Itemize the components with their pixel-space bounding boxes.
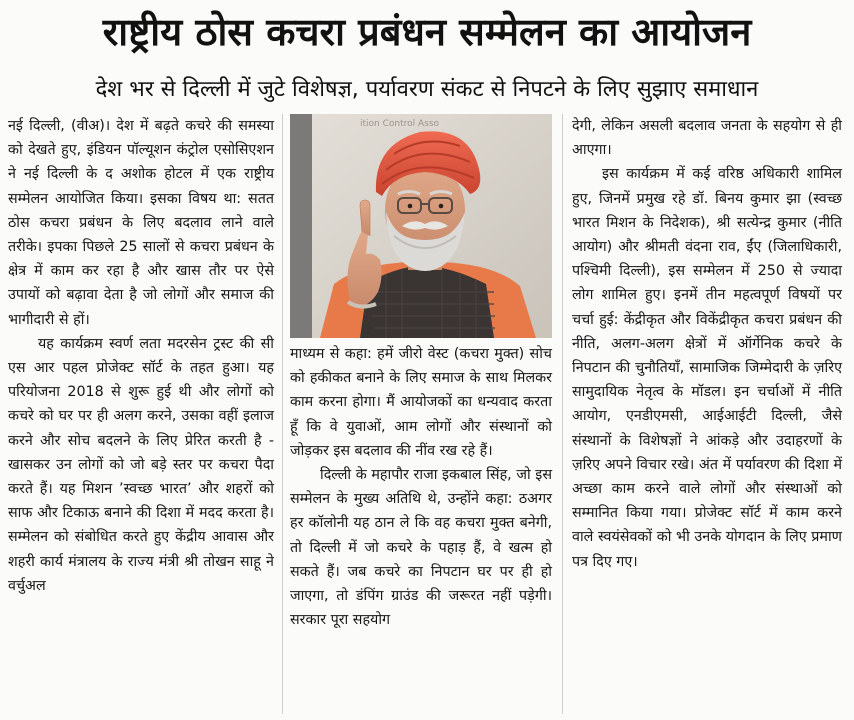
paragraph: इस कार्यक्रम में कई वरिष्ठ अधिकारी शामिल हुए, जिनमें प्रमुख रहे डॉ. बिनय कुमार झा (स्वच्छ भारत मिशन के निदेशक), श्री सत्येन्द्र कुमार (नीति आयोग) और श्रीमती वंदना राव, ईंए (जिलाधिकारी, पश्चिमी दिल्ली), इस सम्मेलन में 250 से ज्यादा लोग शामिल हुए। इनमें तीन महत्वपूर्ण विषयों पर चर्चा हुई: केंद्रीकृत और विकेंद्रीकृत कचरा प्रबंधन की नीति, अलग-अलग क्षेत्रों में ऑर्गेनिक कचरे के निपटान की चुनौतियाँ, सामाजिक जिम्मेदारी के ज़रिए सामुदायिक नेतृत्व के मॉडल। इन चर्चाओं में नीति आयोग, एनडीएमसी, आईआईटी दिल्ली, जैसे संस्थानों के विशेषज्ञों ने आंकड़े और उदाहरणों के ज़रिए अपने विचार रखे। अंत में पर्यावरण की दिशा में अच्छा काम करने वाले लोगों और संस्थाओं को सम्मानित किया गया। प्रोजेक्ट सॉर्ट में काम करने वाले स्वयंसेवकों को भी उनके योगदान के लिए प्रमाण पत्र दिए गए।: [572, 166, 842, 570]
paragraph: देगी, लेकिन असली बदलाव जनता के सहयोग से ही आएगा।: [572, 118, 842, 159]
paragraph: यह कार्यक्रम स्वर्ण लता मदरसेन ट्रस्ट की सी एस आर पहल प्रोजेक्ट सॉर्ट के तहत हुआ। यह परियोजना 2018 से शुरू हुई थी और लोगों को कचरे को घर पर ही अलग करने, उसका वहीं इलाज करने और सोच बदलने के लिए प्रेरित करती है - खासकर उन लोगों को जो बड़े स्तर पर कचरा पैदा करते हैं। यह मिशन ’स्वच्छ भारत’ और शहरों को साफ और टिकाऊ बनाने की दिशा में मदद करता है। सम्मेलन को संबोधित करते हुए केंद्रीय आवास और शहरी कार्य मंत्रालय के राज्य मंत्री श्री तोखन साहू ने वर्चुअल: [8, 335, 274, 594]
backdrop-text: ition Control Asso: [360, 119, 440, 129]
paragraph: नई दिल्ली, (वीअ)। देश में बढ़ते कचरे की समस्या को देखते हुए, इंडियन पॉल्यूशन कंट्रोल एसोसिएशन ने नई दिल्ली के द अशोक होटल में एक राष्ट्रीय सम्मेलन आयोजित किया। इसका विषय था: सतत ठोस कचरा प्रबंधन के लिए बदलाव लाने वाले तरीके। इपका पिछले 25 सालों से कचरा प्रबंधन के क्षेत्र में काम कर रहा है और खास तौर पर ऐसे उपायों को बढ़ावा देता है जो लोगों और समाज की भागीदारी से हों।: [8, 118, 274, 328]
article-headline: राष्ट्रीय ठोस कचरा प्रबंधन सम्मेलन का आयोजन: [102, 10, 752, 54]
paragraph: दिल्ली के महापौर राजा इकबाल सिंह, जो इस सम्मेलन के मुख्य अतिथि थे, उन्होंने कहा: ठअगर हर कॉलोनी यह ठान ले कि वह कचरा मुक्त बनेगी, तो दिल्ली में जो कचरे के पहाड़ हैं, वे खत्म हो सकते हैं। जब कचरे का निपटान घर पर ही हो जाएगा, तो डंपिंग ग्राउंड की जरूरत नहीं पड़ेगी। सरकार पूरा सहयोग: [290, 467, 552, 629]
column-divider: [282, 114, 283, 714]
article-column-3: [572, 114, 842, 714]
article-column-1: [8, 114, 274, 714]
paragraph: माध्यम से कहा: हमें जीरो वेस्ट (कचरा मुक्त) सोच को हकीकत बनाने के लिए समाज के साथ मिलकर काम करना होगा। मैं आयोजकों का धन्यवाद करता हूँ कि वे युवाओं, आम लोगों और संस्थानों को जोड़कर इस बदलाव की नींव रख रहे हैं।: [290, 346, 552, 459]
column-divider: [562, 114, 563, 714]
article-column-2: [290, 342, 552, 717]
speaker-photo: [290, 114, 552, 338]
article-subheadline: देश भर से दिल्ली में जुटे विशेषज्ञ, पर्यावरण संकट से निपटने के लिए सुझाए समाधान: [95, 77, 759, 102]
